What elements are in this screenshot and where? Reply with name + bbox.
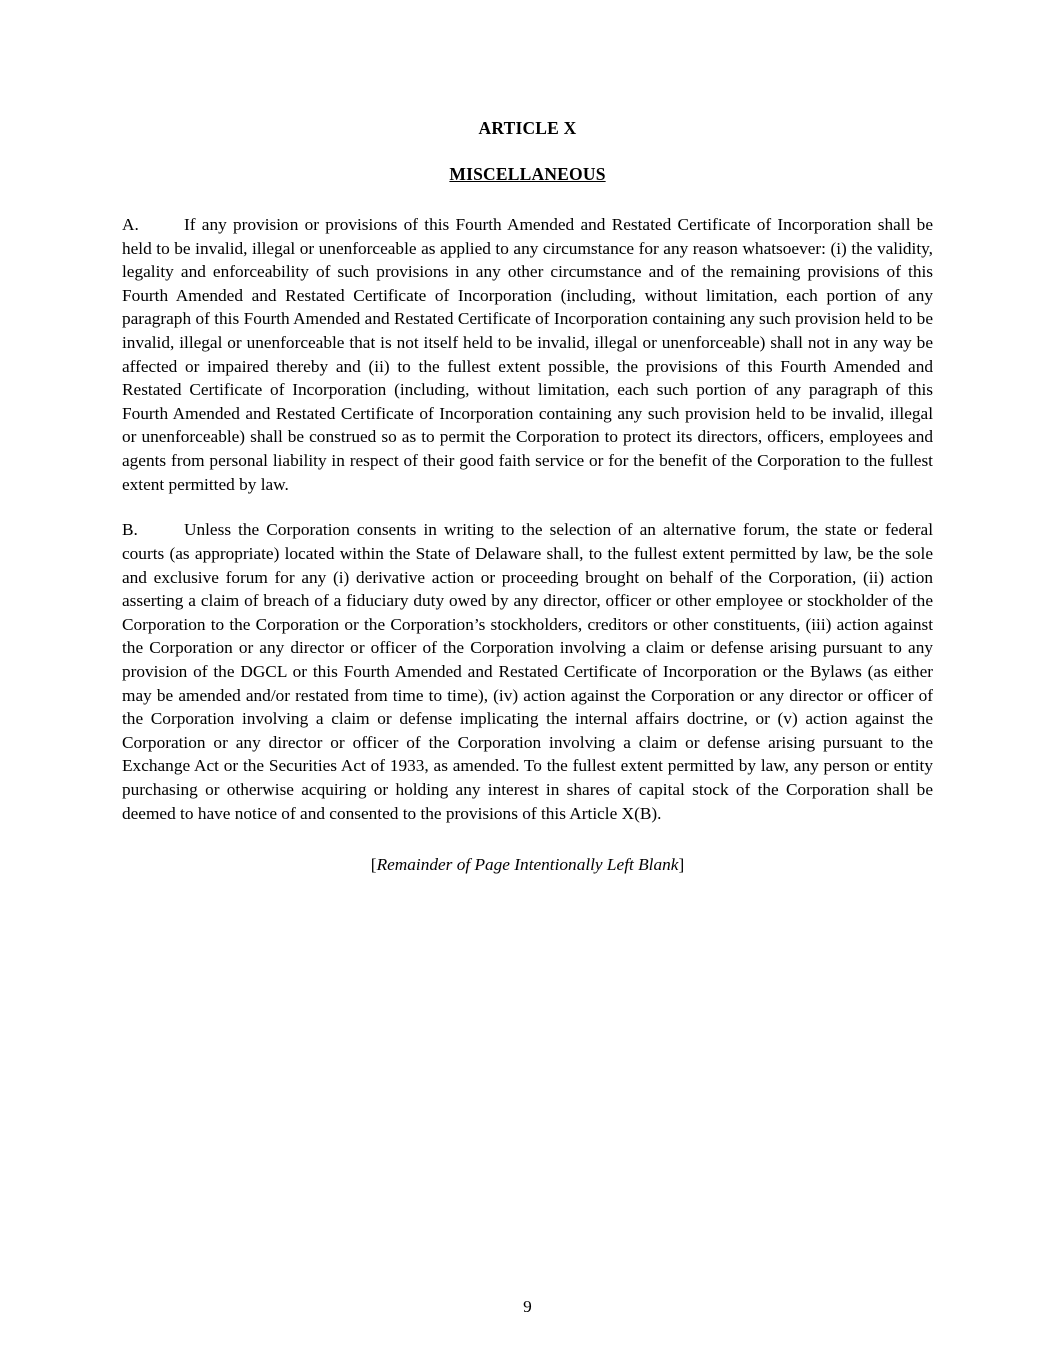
page-number: 9	[523, 1297, 532, 1316]
paragraph-a-label: A.	[122, 215, 139, 234]
paragraph-b-text: Unless the Corporation consents in writing to the selection of an alternative forum, the state or federal courts (as appropriate) located within the State of Delaware shall, to the fullest extent permitted by law, be the sole and exclusive forum for any (i) derivative action or proceeding brought on behalf of the Corporation, (ii) action asserting a claim of breach of a fiduciary duty owed by any director, officer or other employee or stockholder of the Corporation to the Corporation or the Corporation’s stockholders, creditors or other constituents, (iii) action against the Corporation or any director or officer of the Corporation involving a claim or defense arising pursuant to any provision of the DGCL or this Fourth Amended and Restated Certificate of Incorporation or the Bylaws (as either may be amended and/or restated from time to time), (iv) action against the Corporation or any director or officer of the Corporation involving a claim or defense implicating the internal affairs doctrine, or (v) action against the Corporation or any director or officer of the Corporation involving a claim or defense arising pursuant to the Exchange Act or the Securities Act of 1933, as amended. To the fullest extent permitted by law, any person or entity purchasing or otherwise acquiring or holding any interest in shares of capital stock of the Corporation shall be deemed to have notice of and consented to the provisions of this Article X(B).	[122, 520, 933, 823]
paragraph-b	[122, 518, 933, 825]
remainder-notice-text: Remainder of Page Intentionally Left Blank	[376, 855, 679, 875]
remainder-close-bracket: ]	[678, 855, 685, 875]
section-heading: MISCELLANEOUS	[449, 164, 606, 184]
remainder-notice	[122, 855, 933, 875]
remainder-open-bracket: [	[370, 855, 377, 875]
paragraph-b-label: B.	[122, 520, 138, 540]
article-title: ARTICLE X	[478, 118, 577, 138]
paragraph-a-text: If any provision or provisions of this Fourth Amended and Restated Certificate of Incorporation shall be held to be invalid, illegal or unenforceable as applied to any circumstance for any reason whatsoever: (i) the validity, legality and enforceability of such provisions in any other circumstance and of the remaining provisions of this Fourth Amended and Restated Certificate of Incorporation (including, without limitation, each portion of any paragraph of this Fourth Amended and Restated Certificate of Incorporation containing any such provision held to be invalid, illegal or unenforceable that is not itself held to be invalid, illegal or unenforceable) shall not in any way be affected or impaired thereby and (ii) to the fullest extent possible, the provisions of this Fourth Amended and Restated Certificate of Incorporation (including, without limitation, each such portion of any paragraph of this Fourth Amended and Restated Certificate of Incorporation containing any such provision held to be invalid, illegal or unenforceable) shall be construed so as to permit the Corporation to protect its directors, officers, employees and agents from personal liability in respect of their good faith service or for the benefit of the Corporation to the fullest extent permitted by law.	[122, 215, 933, 494]
paragraph-a	[122, 213, 933, 496]
